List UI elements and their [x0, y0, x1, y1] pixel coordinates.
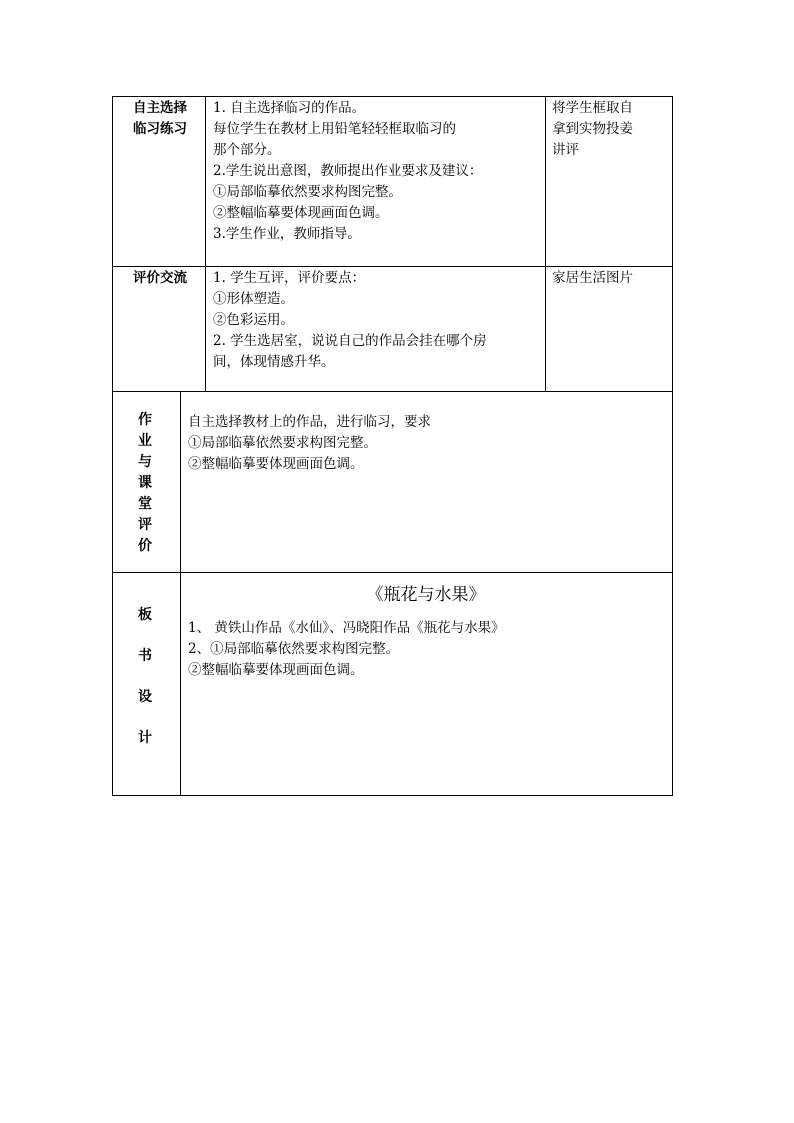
- content-line: ①形体塑造。: [213, 291, 294, 307]
- content-line: 1. 学生互评，评价要点：: [213, 270, 366, 286]
- content-line: 1、 黄铁山作品《水仙》、冯晓阳作品《瓶花与水果》: [188, 620, 505, 636]
- row-label-practice: [118, 98, 202, 140]
- table-border-right: [672, 96, 673, 796]
- col-divider-note: [545, 96, 546, 392]
- label-char: 设: [138, 689, 152, 705]
- homework-label: [130, 410, 160, 557]
- row-label-line: 评价交流: [133, 270, 187, 286]
- label-char: 书: [138, 648, 152, 664]
- label-char: 计: [138, 730, 152, 746]
- content-line: ②整幅临摹要体现画面色调。: [188, 662, 364, 678]
- content-line: ①局部临摹依然要求构图完整。: [213, 184, 402, 200]
- row-content-practice: [213, 98, 482, 245]
- content-line: 2. 学生选居室，说说自己的作品会挂在哪个房: [213, 333, 487, 349]
- content-line: ②整幅临摹要体现画面色调。: [188, 456, 364, 472]
- row-note-evaluation: [552, 268, 633, 289]
- content-line: ②整幅临摹要体现画面色调。: [213, 205, 389, 221]
- content-line: 那个部分。: [213, 142, 281, 158]
- table-border-left: [112, 96, 113, 796]
- label-char: 业: [138, 433, 152, 449]
- note-line: 拿到实物投姜: [552, 121, 633, 137]
- row-divider-2: [112, 391, 673, 392]
- board-label: [130, 595, 160, 759]
- board-content: [188, 618, 505, 681]
- content-line: 间，体现情感升华。: [213, 354, 335, 370]
- label-char: 课: [138, 475, 152, 491]
- content-line: ②色彩运用。: [213, 312, 294, 328]
- label-char: 板: [138, 607, 152, 623]
- note-line: 讲评: [552, 142, 579, 158]
- content-line: 3.学生作业，教师指导。: [213, 226, 361, 242]
- label-char: 堂: [138, 496, 152, 512]
- row-label-line: 临习练习: [133, 121, 187, 137]
- label-char: 作: [138, 412, 152, 428]
- note-line: 将学生框取自: [552, 100, 633, 116]
- table-border-bottom: [112, 795, 673, 796]
- content-line: 自主选择教材上的作品，进行临习，要求: [188, 414, 431, 430]
- label-char: 价: [138, 538, 152, 554]
- content-line: 1. 自主选择临习的作品。: [213, 100, 366, 116]
- label-char: 与: [138, 454, 152, 470]
- table-border-top: [112, 96, 673, 97]
- note-line: 家居生活图片: [552, 270, 633, 286]
- row-label-line: 自主选择: [133, 100, 187, 116]
- row-divider-1: [112, 266, 673, 267]
- row-divider-3: [112, 572, 673, 573]
- content-line: ①局部临摹依然要求构图完整。: [188, 435, 377, 451]
- content-line: 2、①局部临摹依然要求构图完整。: [188, 641, 400, 657]
- row-label-evaluation: [118, 268, 202, 289]
- row-content-evaluation: [213, 268, 487, 373]
- content-line: 每位学生在教材上用铅笔轻轻框取临习的: [213, 121, 456, 137]
- col-divider-label: [205, 96, 206, 392]
- content-line: 2.学生说出意图，教师提出作业要求及建议：: [213, 163, 483, 179]
- board-title: 《瓶花与水果》: [366, 585, 486, 605]
- homework-content: [188, 412, 431, 475]
- row-note-practice: [552, 98, 633, 161]
- label-char: 评: [138, 517, 152, 533]
